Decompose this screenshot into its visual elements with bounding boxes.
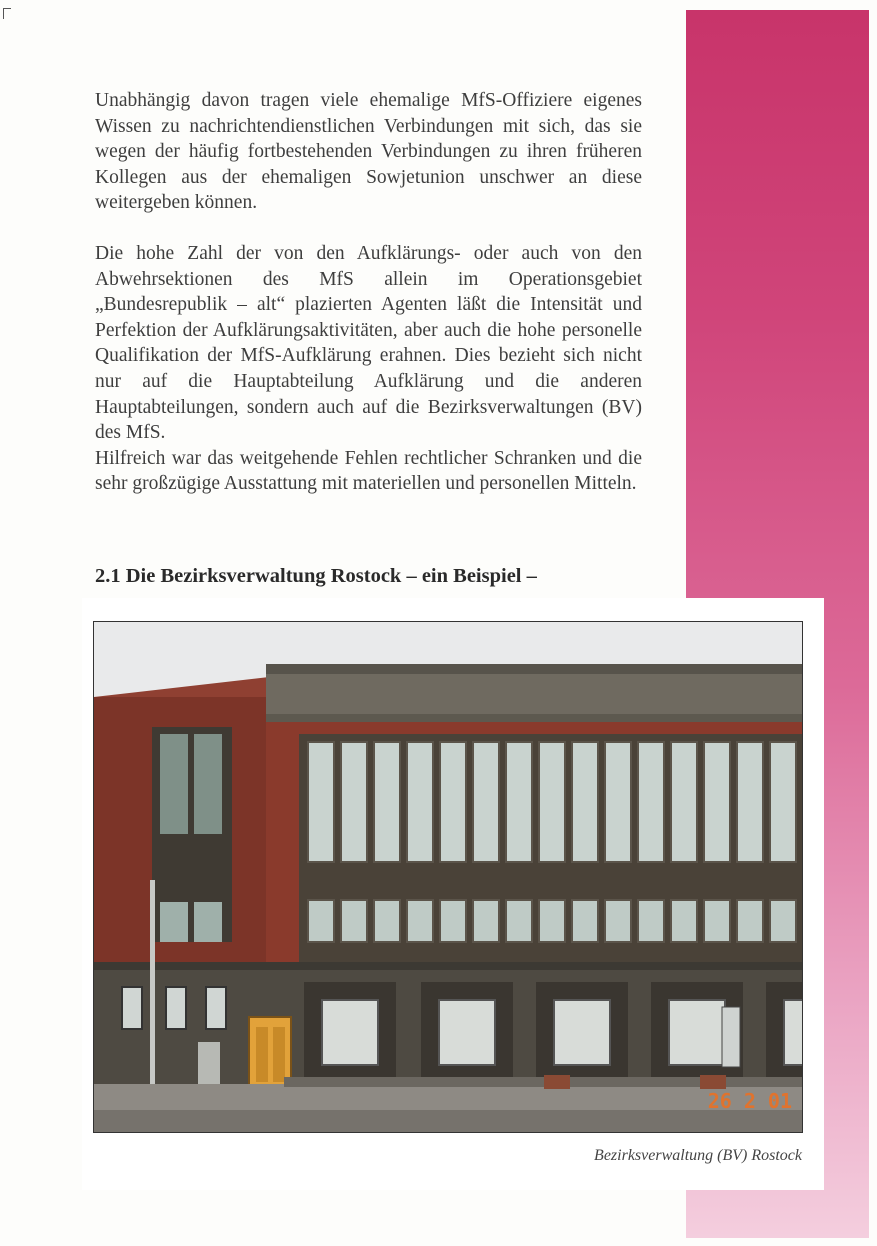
window-upper [440, 742, 466, 862]
window-lower [374, 900, 400, 942]
entrance-door [322, 1000, 378, 1065]
body-text [95, 88, 642, 497]
window-lower [572, 900, 598, 942]
window-lower [440, 900, 466, 942]
entrance-door [554, 1000, 610, 1065]
window-lower [638, 900, 664, 942]
window-upper [770, 742, 796, 862]
window-lower [506, 900, 532, 942]
entrance-door [784, 1000, 802, 1065]
window-upper [605, 742, 631, 862]
window-upper [704, 742, 730, 862]
window-upper [737, 742, 763, 862]
date-stamp: 26 2 01 [707, 1089, 792, 1113]
window-lower [308, 900, 334, 942]
crop-mark [3, 8, 11, 19]
paragraph-2: Die hohe Zahl der von den Aufklärungs- oder auch von den Abwehrsektionen des MfS allein im Operationsgebiet „Bundesrepublik – alt“ plazierten Agenten läßt die Intensität und Perfektion der Aufklärungsaktivitäten, aber auch die hohe personelle Qualifikation der MfS-Aufklärung erahnen. Dies bezieht sich nicht nur auf die Hauptabteilung Aufklärung und die anderen Hauptabteilungen, sondern auch auf die Bezirksverwaltungen (BV) des MfS. [95, 242, 642, 444]
entrance-door [669, 1000, 725, 1065]
window-upper [341, 742, 367, 862]
window-upper [572, 742, 598, 862]
paragraph-3: Hilfreich war das weitgehende Fehlen rechtlicher Schranken und die sehr großzügige Ausstattung mit materiellen und personellen Mitteln. [95, 447, 642, 495]
window-upper [638, 742, 664, 862]
window-lower [704, 900, 730, 942]
building-photo [93, 621, 803, 1133]
window-upper [308, 742, 334, 862]
photo-caption: Bezirksverwaltung (BV) Rostock [594, 1147, 802, 1164]
window-lower [473, 900, 499, 942]
window-lower [671, 900, 697, 942]
window-lower [407, 900, 433, 942]
window-lower [539, 900, 565, 942]
building-illustration [94, 622, 802, 1132]
window-lower [605, 900, 631, 942]
window-lower [770, 900, 796, 942]
window-lower [737, 900, 763, 942]
paragraph-1: Unabhängig davon tragen viele ehemalige MfS-Offiziere eigenes Wissen zu nachrichtendienstlichen Verbindungen mit sich, das sie wegen der häufig fortbestehenden Verbindungen zu ihren früheren Kollegen aus der ehemaligen Sowjetunion unschwer an diese weitergeben können. [95, 90, 642, 214]
window-lower [341, 900, 367, 942]
window-upper [473, 742, 499, 862]
entrance-door [439, 1000, 495, 1065]
window-upper [407, 742, 433, 862]
section-heading: 2.1 Die Bezirksverwaltung Rostock – ein Beispiel – [95, 565, 537, 587]
window-upper [539, 742, 565, 862]
window-upper [374, 742, 400, 862]
window-upper [671, 742, 697, 862]
window-upper [506, 742, 532, 862]
